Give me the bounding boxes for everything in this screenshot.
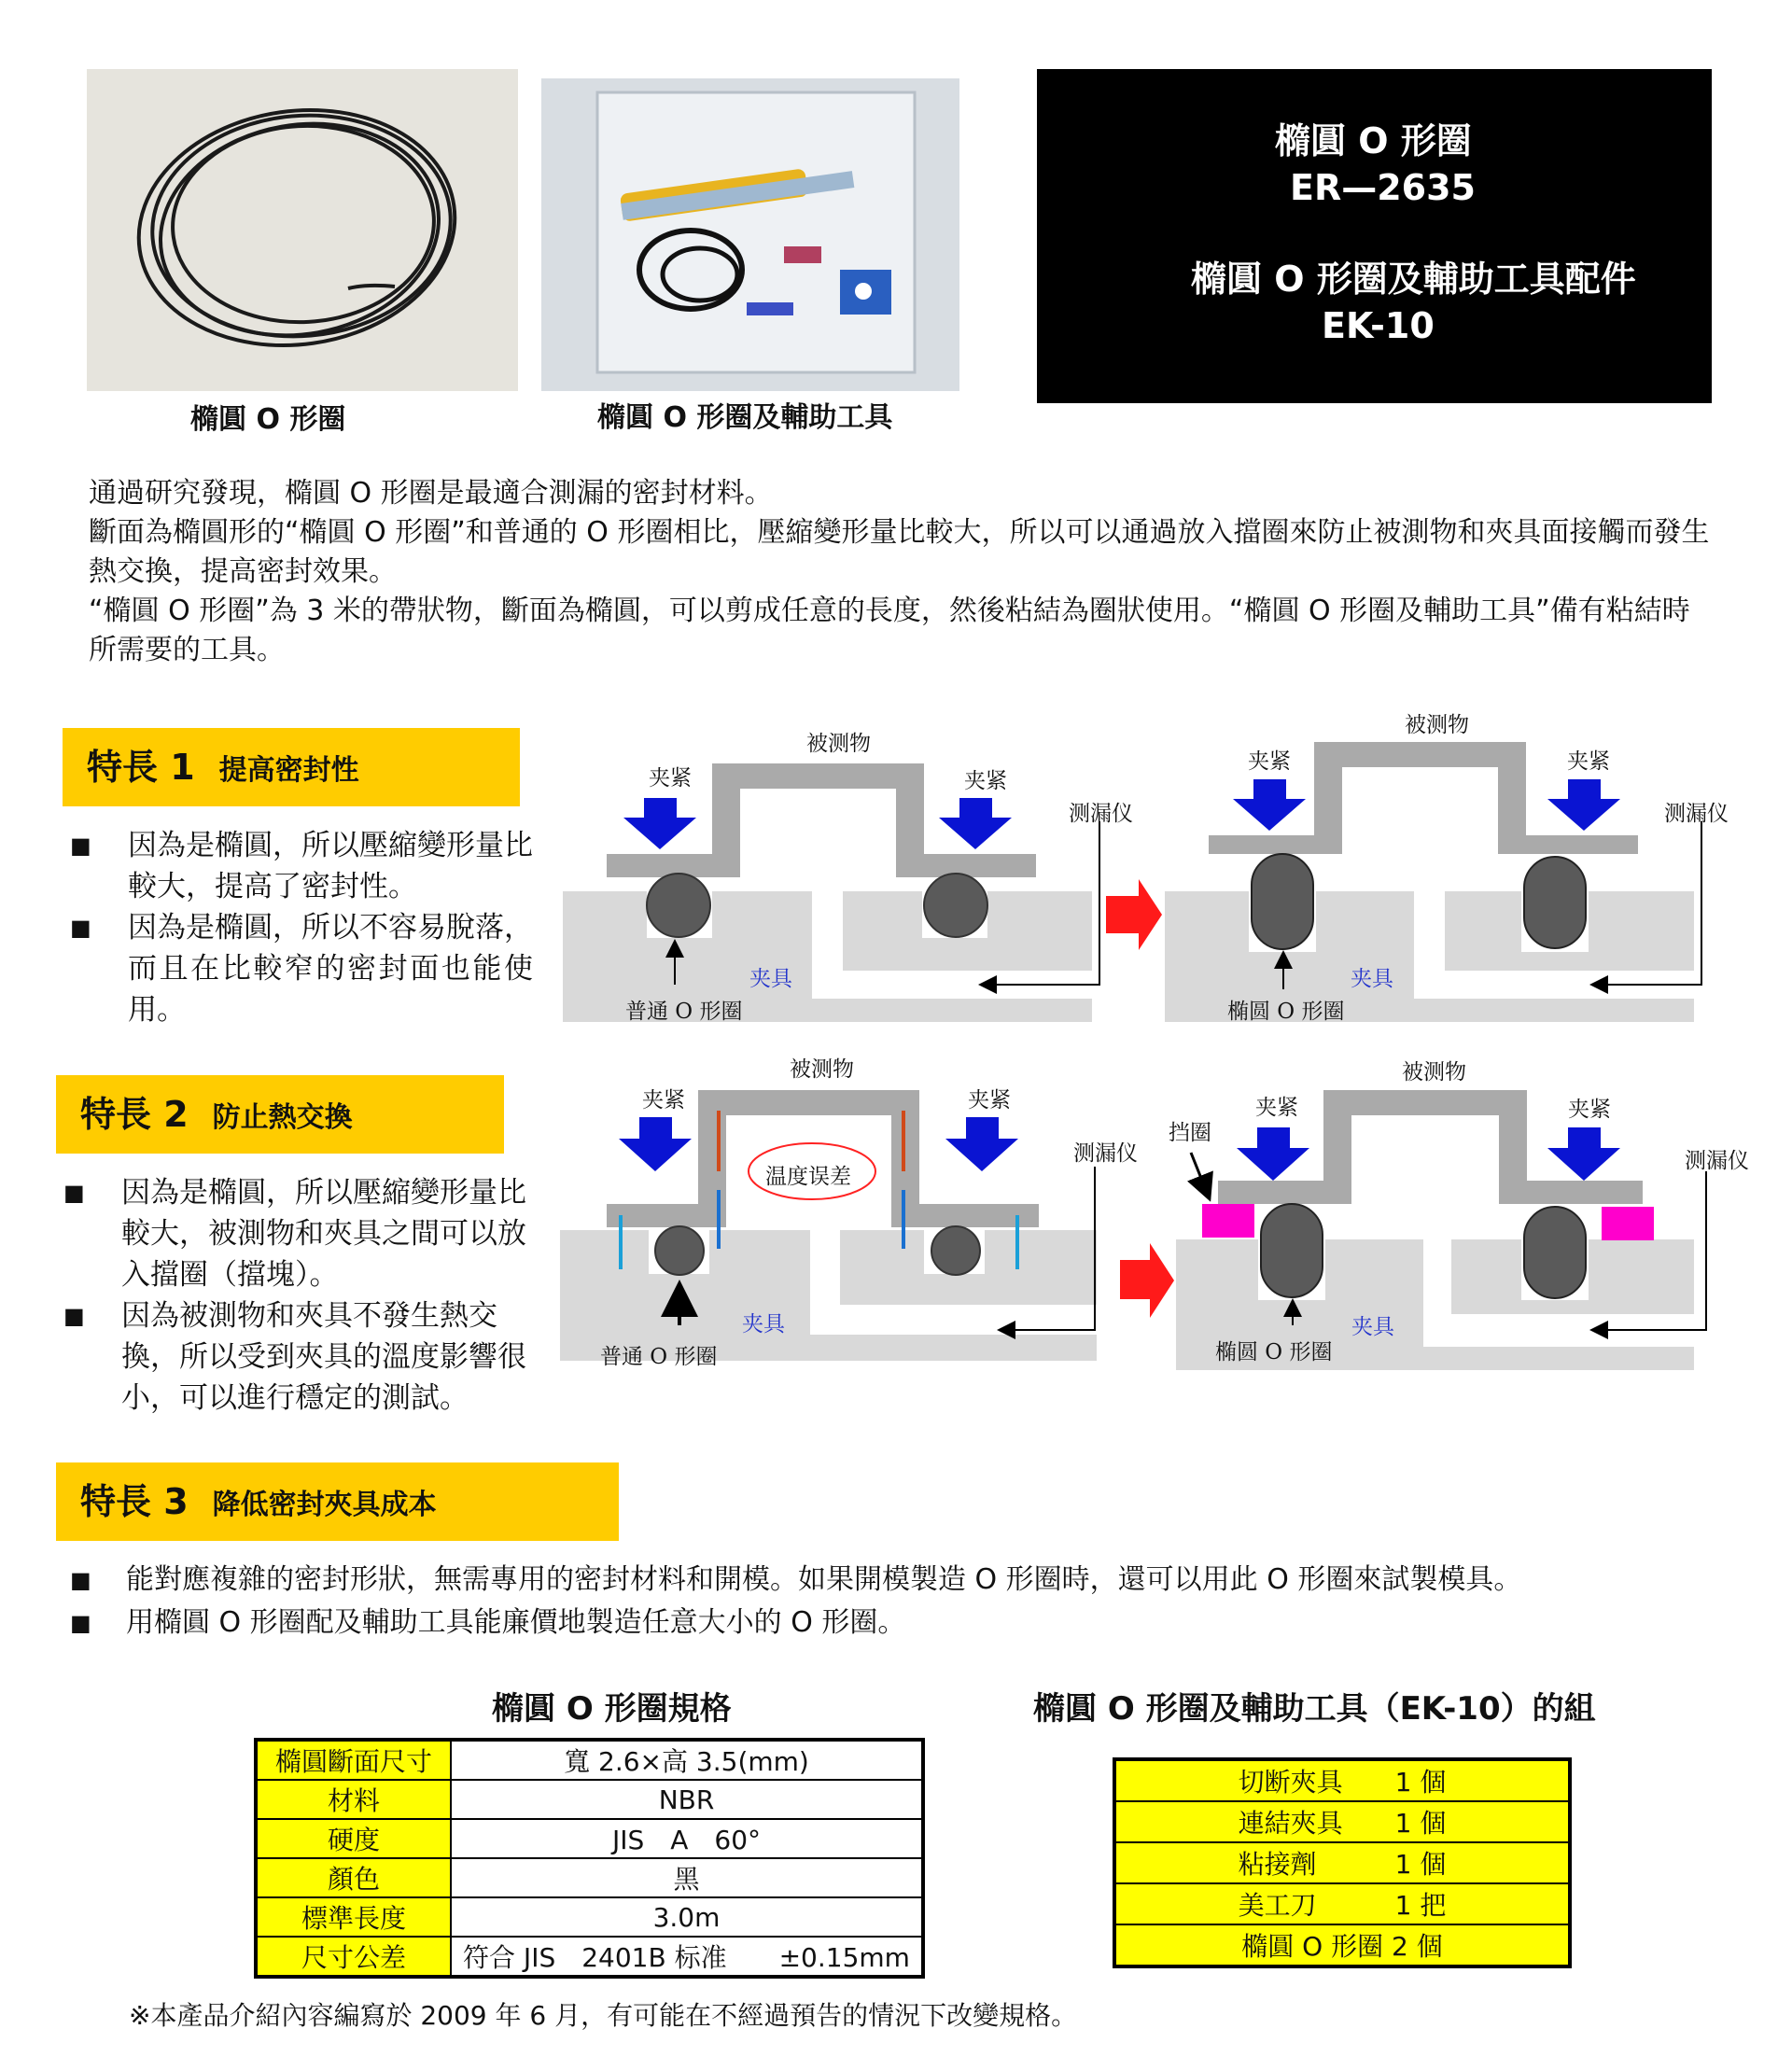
feature-3-title: 降低密封夾具成本 xyxy=(212,1489,437,1521)
label-test-object: 被测物 xyxy=(1405,713,1469,737)
spec-key: 材料 xyxy=(256,1780,451,1819)
label-fixture: 夹具 xyxy=(742,1312,785,1336)
spec-key: 標準長度 xyxy=(256,1897,451,1937)
kit-table-title: 橢圓 O 形圈及輔助工具（EK-10）的組 xyxy=(1033,1690,1596,1728)
kit-item: 切断夾具 1 個 xyxy=(1114,1759,1570,1801)
list-item: ■ 因為被測物和夾具不發生熱交換，所以受到夾具的溫度影響很小，可以進行穩定的測試。 xyxy=(63,1295,526,1419)
oring-section xyxy=(931,1226,980,1275)
spec-value: 符合 JIS 2401B 标准 ±0.15mm xyxy=(451,1937,923,1977)
clamp-arrow-icon xyxy=(623,798,696,849)
intro-line: 通過研究發現，橢圓 O 形圈是最適合測漏的密封材料。 xyxy=(89,477,773,510)
label-tester: 测漏仪 xyxy=(1664,802,1729,826)
table-row xyxy=(256,1819,923,1858)
label-clamp: 夹紧 xyxy=(968,1088,1011,1112)
label-clamp: 夹紧 xyxy=(649,766,692,791)
oval-oring-section xyxy=(1261,1204,1323,1297)
feature-2-title: 防止熱交換 xyxy=(212,1101,353,1134)
feature-2-number: 特長 2 xyxy=(80,1094,189,1135)
table-row xyxy=(1114,1883,1570,1924)
label-temperature-error: 温度误差 xyxy=(765,1165,851,1189)
spec-key: 橢圓斷面尺寸 xyxy=(256,1740,451,1780)
clamp-arrow-icon xyxy=(939,798,1012,849)
label-clamp: 夹紧 xyxy=(642,1088,685,1112)
clamp-arrow-icon xyxy=(619,1117,692,1171)
label-retainer: 挡圈 xyxy=(1169,1121,1211,1145)
feature-3-number: 特長 3 xyxy=(80,1481,189,1522)
list-item: ■ 因為是橢圓，所以壓縮變形量比較大，提高了密封性。 xyxy=(70,825,533,907)
label-fixture: 夹具 xyxy=(1351,1315,1394,1339)
oring-section xyxy=(924,874,987,937)
label-clamp: 夹紧 xyxy=(964,769,1007,793)
diagram-normal-oring-2 xyxy=(560,1090,1097,1361)
spec-key: 顏色 xyxy=(256,1858,451,1897)
feature-1-number: 特長 1 xyxy=(87,747,195,788)
retainer-block xyxy=(1602,1207,1654,1240)
spec-value: 寬 2.6×高 3.5(mm) xyxy=(451,1740,923,1780)
kit-item: 粘接劑 1 個 xyxy=(1114,1842,1570,1883)
label-clamp: 夹紧 xyxy=(1567,749,1610,774)
kit-item: 橢圓 O 形圈 2 個 xyxy=(1241,1931,1443,1962)
oring-section xyxy=(647,874,710,937)
kit-table xyxy=(1113,1757,1572,1968)
title-line-1: 橢圓 O 形圈 xyxy=(1275,120,1472,161)
clamp-arrow-icon xyxy=(1547,779,1620,831)
table-row xyxy=(256,1858,923,1897)
oval-oring-section xyxy=(1524,857,1586,948)
label-normal-oring: 普通 O 形圈 xyxy=(600,1345,718,1369)
spec-table-title: 橢圓 O 形圈規格 xyxy=(492,1690,732,1728)
feature-1-title: 提高密封性 xyxy=(218,754,359,787)
table-row xyxy=(1114,1759,1570,1801)
label-test-object: 被测物 xyxy=(1402,1060,1466,1084)
table-row xyxy=(1114,1801,1570,1842)
label-tester: 测漏仪 xyxy=(1685,1149,1749,1173)
label-test-object: 被测物 xyxy=(806,732,871,756)
label-oval-oring: 椭圆 O 形圈 xyxy=(1215,1340,1333,1364)
spec-value: JIS A 60° xyxy=(451,1819,923,1858)
table-row xyxy=(256,1897,923,1937)
list-item: ■ 因為是橢圓，所以壓縮變形量比較大，被測物和夾具之間可以放入擋圈（擋塊）。 xyxy=(63,1172,526,1295)
retainer-block xyxy=(1202,1204,1254,1238)
label-clamp: 夹紧 xyxy=(1248,749,1291,774)
kit-item: 連結夾具 1 個 xyxy=(1114,1801,1570,1842)
diagram-oval-oring-1 xyxy=(1165,742,1701,1022)
label-fixture: 夹具 xyxy=(749,967,792,991)
title-line-2: ER—2635 xyxy=(1290,167,1476,208)
list-item: ■ 因為是橢圓，所以不容易脫落，而且在比較窄的密封面也能使用。 xyxy=(70,907,533,1030)
clamp-arrow-icon xyxy=(945,1117,1018,1171)
label-fixture: 夹具 xyxy=(1351,967,1393,991)
spec-table xyxy=(254,1738,925,1979)
oval-oring-section xyxy=(1252,854,1313,949)
clamp-arrow-icon xyxy=(1237,1127,1309,1181)
label-normal-oring: 普通 O 形圈 xyxy=(625,1000,743,1024)
spec-value: NBR xyxy=(451,1780,923,1819)
diagram-oval-oring-retainer xyxy=(1176,1090,1706,1370)
next-arrow-icon xyxy=(1106,879,1162,950)
oring-section xyxy=(655,1226,704,1275)
kit-item: 美工刀 1 把 xyxy=(1114,1883,1570,1924)
diagram-normal-oring-1 xyxy=(563,763,1099,1022)
table-row xyxy=(256,1937,923,1977)
title-line-3: 橢圓 O 形圈及輔助工具配件 xyxy=(1191,259,1636,300)
next-arrow-icon xyxy=(1120,1243,1174,1318)
label-clamp: 夹紧 xyxy=(1568,1098,1611,1122)
table-row xyxy=(256,1780,923,1819)
footnote: ※本產品介紹內容編寫於 2009 年 6 月，有可能在不經過預告的情況下改變規格。 xyxy=(129,2000,1078,2031)
label-oval-oring: 椭圆 O 形圈 xyxy=(1227,1000,1345,1024)
label-tester: 测漏仪 xyxy=(1069,802,1133,826)
table-row xyxy=(1114,1924,1570,1966)
oring-toolkit-photo-caption: 橢圓 O 形圈及輔助工具 xyxy=(597,401,893,434)
spec-value: 3.0m xyxy=(451,1897,923,1937)
label-clamp: 夹紧 xyxy=(1255,1096,1298,1120)
list-item: ■ 能對應複雜的密封形狀，無需專用的密封材料和開模。如果開模製造 O 形圈時，還可以用此 O 形圈來試製模具。 xyxy=(70,1559,1521,1602)
table-row xyxy=(1114,1842,1570,1883)
clamp-arrow-icon xyxy=(1233,779,1306,831)
label-tester: 测漏仪 xyxy=(1073,1141,1138,1166)
spec-value: 黑 xyxy=(451,1858,923,1897)
title-line-4: EK-10 xyxy=(1322,305,1435,346)
table-row xyxy=(256,1740,923,1780)
oring-photo-caption: 橢圓 O 形圈 xyxy=(190,403,346,436)
label-test-object: 被测物 xyxy=(790,1057,854,1082)
intro-line: 斷面為橢圓形的“橢圓 O 形圈”和普通的 O 形圈相比，壓縮變形量比較大，所以可以通過放入擋圈來防止被測物和夾具面接觸而發生熱交換，提高密封效果。 xyxy=(89,516,1710,588)
oval-oring-section xyxy=(1524,1207,1586,1298)
intro-line: “橢圓 O 形圈”為 3 米的帶狀物，斷面為橢圓，可以剪成任意的長度，然後粘結為圈狀使用。“橢圓 O 形圈及輔助工具”備有粘結時所需要的工具。 xyxy=(89,595,1690,666)
clamp-arrow-icon xyxy=(1547,1127,1620,1181)
list-item: ■ 用橢圓 O 形圈配及輔助工具能廉價地製造任意大小的 O 形圈。 xyxy=(70,1602,1521,1644)
spec-key: 硬度 xyxy=(256,1819,451,1858)
spec-key: 尺寸公差 xyxy=(256,1937,451,1977)
